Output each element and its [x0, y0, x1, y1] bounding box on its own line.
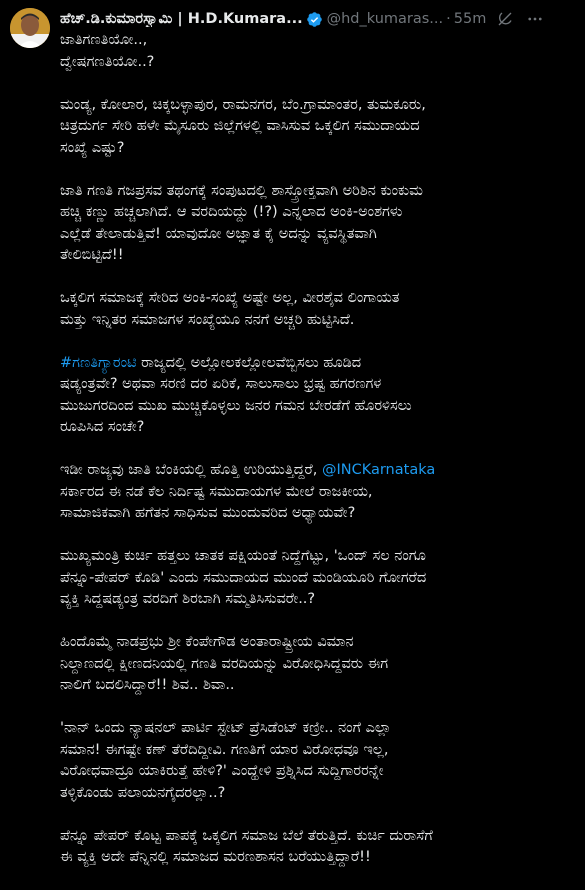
mention-link[interactable]: @INCKarnataka: [321, 462, 436, 478]
tweet-header: [60, 8, 575, 30]
header-separator: ·: [446, 11, 451, 27]
paragraph-text: ರಾಜ್ಯದಲ್ಲಿ ಅಲ್ಲೋಲಕಲ್ಲೋಲವೆಬ್ಬಿಸಲು ಹೂಡಿದ ಷಡ್ಯಂತ್ರವೇ? ಅಥವಾ ಸರಣಿ ದರ ಏರಿಕೆ, ಸಾಲುಸಾಲು ಭ್ರಷ್ಟ ಹಗರಣಗಳ ಮುಜುಗರದಿಂದ ಮುಖ ಮುಚ್ಚಿಕೊಳ್ಳಲು ಜನರ ಗಮನ ಬೇರಡೆಗೆ ಹೊರಳಿಸಲು ರೂಪಿಸಿದ ಸಂಚೇ?: [60, 354, 412, 435]
tweet-paragraph: 'ನಾನ್ ಒಂದು ನ್ಯಾಷನಲ್ ಪಾರ್ಟಿ ಸ್ಟೇಟ್ ಪ್ರೆಸಿಡೆಂಟ್ ಕಣ್ರೀ.. ನಂಗೆ ಎಲ್ಲಾ ಸಮಾನ! ಈಗಷ್ಟೇ ಕಣ್ ತೆರೆದಿದ್ದೀವಿ. ಗಣತಿಗೆ ಯಾರ ವಿರೋಧವೂ ಇಲ್ಲ, ವಿರೋಧವಾದ್ರೂ ಯಾಕಿರುತ್ತೆ ಹೇಳಿ?' ಎಂದ್ಹೇಳಿ ಪ್ರಶ್ನಿಸಿದ ಸುದ್ದಿಗಾರರನ್ನೇ ತಳ್ಳಿಕೊಂಡು ಪಲಾಯನಗೈದರಲ್ಲಾ..?: [60, 720, 392, 801]
tweet-paragraph: ಹಿಂದೊಮ್ಮೆ ನಾಡಪ್ರಭು ಶ್ರೀ ಕೆಂಪೇಗೌಡ ಅಂತಾರಾಷ್ಟ್ರೀಯ ವಿಮಾನ ನಿಲ್ದಾಣದಲ್ಲಿ ಕ್ಷೀಣದನಿಯಲ್ಲಿ ಗಣತಿ ವರದಿಯನ್ನು ವಿರೋಧಿಸಿದ್ದವರು ಈಗ ನಾಲಿಗೆ ಬದಲಿಸಿದ್ದಾರೆ!! ಶಿವ.. ಶಿವಾ..: [60, 634, 389, 693]
grok-icon[interactable]: [496, 10, 514, 28]
hashtag-link[interactable]: #ಗಣತಿಗ್ಯಾರಂಟಿ: [60, 354, 137, 371]
avatar[interactable]: [10, 8, 50, 48]
author-handle[interactable]: @hd_kumaras...: [326, 11, 444, 27]
paragraph-text: ಸರ್ಕಾರದ ಈ ನಡೆ ಕೆಲ ನಿರ್ದಿಷ್ಟ ಸಮುದಾಯಗಳ ಮೇಲೆ ರಾಜಕೀಯ, ಸಾಮಾಜಿಕವಾಗಿ ಹಗೆತನ ಸಾಧಿಸುವ ಮುಂದುವರಿದ ಅಧ್ಯಾಯವೇ?: [60, 483, 373, 521]
tweet-paragraph: ಮುಖ್ಯಮಂತ್ರಿ ಕುರ್ಚಿ ಹತ್ತಲು ಚಾತಕ ಪಕ್ಷಿಯಂತೆ ನಿದ್ದೆಗೆಟ್ಟು, 'ಒಂದ್ ಸಲ ನಂಗೂ ಪೆನ್ನೂ-ಪೇಪರ್ ಕೊಡಿ' ಎಂದು ಸಮುದಾಯದ ಮುಂದೆ ಮಂಡಿಯೂರಿ ಗೋಗರೆದ ವ್ಯಕ್ತಿ ಸಿದ್ದಷಡ್ಯಂತ್ರ ವರದಿಗೆ ಶಿರಬಾಗಿ ಸಮ್ಮತಿಸಿಸುವರೇ..?: [60, 548, 427, 607]
tweet-text: [60, 30, 575, 890]
tweet-paragraph: [60, 353, 575, 439]
tweet-timestamp[interactable]: 55m: [453, 11, 487, 27]
author-name[interactable]: ಹೆಚ್.ಡಿ.ಕುಮಾರಸ್ವಾಮಿ | H.D.Kumara...: [60, 11, 303, 27]
verified-badge-icon: [306, 11, 323, 28]
tweet-paragraph: [60, 460, 575, 525]
paragraph-text: ಇಡೀ ರಾಜ್ಯವು ಜಾತಿ ಬೆಂಕಿಯಲ್ಲಿ ಹೊತ್ತಿ ಉರಿಯುತ್ತಿದ್ದರೆ,: [60, 462, 322, 478]
tweet-paragraph: ಜಾತಿ ಗಣತಿ ಗಜಪ್ರಸವ ತಥಂಗಕ್ಕೆ ಸಂಪುಟದಲ್ಲಿ ಶಾಸ್ತ್ರೋಕ್ತವಾಗಿ ಅರಿಶಿನ ಕುಂಕುಮ ಹಚ್ಚಿ ಕಣ್ಣು ಹಚ್ಚಲಾಗಿದೆ. ಆ ವರದಿಯದ್ದು (!?) ಎನ್ನಲಾದ ಅಂಕಿ-ಅಂಶಗಳು ಎಲ್ಲೆಡೆ ತೇಲಾಡುತ್ತಿವೆ! ಯಾವುದೋ ಅಜ್ಞಾತ ಕೈ ಅದನ್ನು ವ್ಯವಸ್ಥಿತವಾಗಿ ತೇಲಿಬಿಟ್ಟಿದೆ!!: [60, 182, 423, 263]
tweet-paragraph: ಮಂಡ್ಯ, ಕೋಲಾರ, ಚಿಕ್ಕಬಳ್ಳಾಪುರ, ರಾಮನಗರ, ಬೆಂ.ಗ್ರಾಮಾಂತರ, ತುಮಕೂರು, ಚಿತ್ರದುರ್ಗ ಸೇರಿ ಹಳೇ ಮೈಸೂರು ಜಿಲ್ಲೆಗಳಲ್ಲಿ ವಾಸಿಸುವ ಒಕ್ಕಲಿಗ ಸಮುದಾಯದ ಸಂಖ್ಯೆ ಎಷ್ಟು?: [60, 96, 426, 156]
more-options-icon[interactable]: [526, 10, 544, 28]
tweet-paragraph: ಜಾತಿಗಣತಿಯೋ.., ದ್ವೇಷಗಣತಿಯೋ..?: [60, 32, 155, 70]
tweet-paragraph: ಒಕ್ಕಲಿಗ ಸಮಾಜಕ್ಕೆ ಸೇರಿದ ಅಂಕಿ-ಸಂಖ್ಯೆ ಅಷ್ಟೇ ಅಲ್ಲ, ವೀರಶೈವ ಲಿಂಗಾಯತ ಮತ್ತು ಇನ್ನಿತರ ಸಮಾಜಗಳ ಸಂಖ್ಯೆಯೂ ನನಗೆ ಅಚ್ಚರಿ ಹುಟ್ಟಿಸಿದೆ.: [60, 290, 400, 328]
tweet-paragraph: ಪೆನ್ನೂ ಪೇಪರ್ ಕೊಟ್ಟ ಪಾಪಕ್ಕೆ ಒಕ್ಕಲಿಗ ಸಮಾಜ ಬೆಲೆ ತೆರುತ್ತಿದೆ. ಕುರ್ಚಿ ದುರಾಸೆಗೆ ಈ ವ್ಯಕ್ತಿ ಅದೇ ಪೆನ್ನಿನಲ್ಲಿ ಸಮಾಜದ ಮರಣಶಾಸನ ಬರೆಯುತ್ತಿದ್ದಾರೆ!!: [60, 827, 433, 865]
